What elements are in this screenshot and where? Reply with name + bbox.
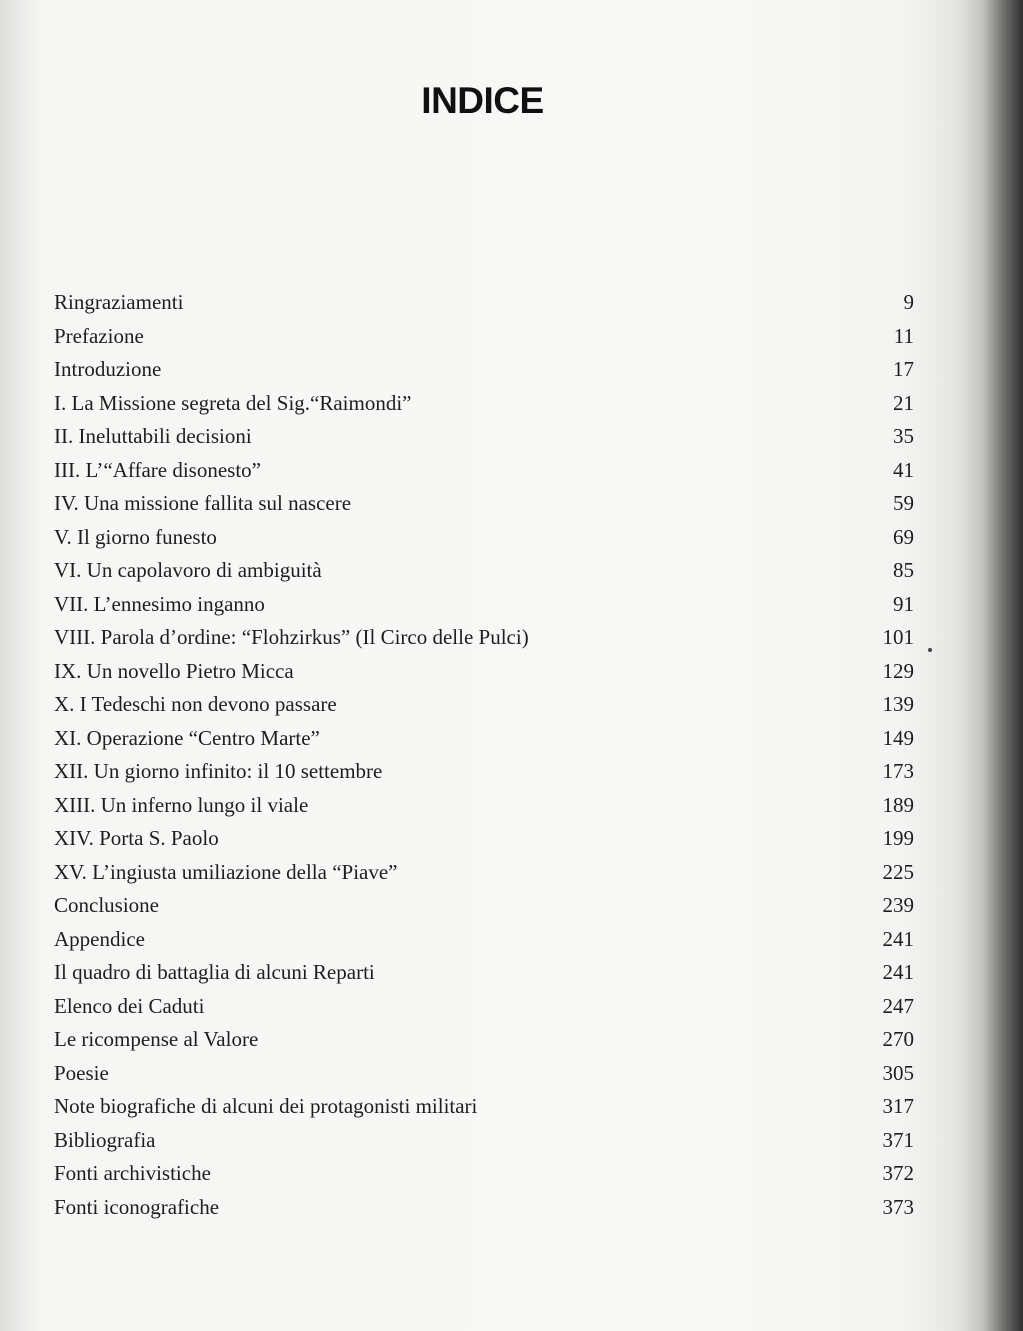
toc-entry bbox=[54, 621, 914, 655]
toc-entry bbox=[54, 1157, 914, 1191]
toc-entry-page-number: 35 bbox=[893, 424, 914, 448]
toc-entry bbox=[54, 688, 914, 722]
toc-entry-page-number: 139 bbox=[882, 692, 914, 716]
toc-entry bbox=[54, 320, 914, 354]
toc-entry bbox=[54, 353, 914, 387]
toc-entry-page-number: 239 bbox=[882, 893, 914, 917]
toc-entry-title: Note biografiche di alcuni dei protagonisti militari bbox=[54, 1094, 478, 1118]
toc-entry-title: II. Ineluttabili decisioni bbox=[54, 424, 252, 448]
toc-entry-title: XV. L’ingiusta umiliazione della “Piave” bbox=[54, 859, 398, 884]
toc-entry-page-number: 85 bbox=[893, 558, 914, 582]
toc-entry-page-number: 21 bbox=[893, 390, 914, 415]
toc-entry-page-number: 241 bbox=[882, 926, 914, 951]
toc-entry bbox=[54, 822, 914, 856]
toc-entry-title: Fonti archivistiche bbox=[54, 1161, 211, 1185]
toc-entry bbox=[54, 286, 914, 320]
toc-entry-title: III. L’“Affare disonesto” bbox=[54, 457, 262, 482]
toc-entry-title: XI. Operazione “Centro Marte” bbox=[54, 725, 320, 750]
toc-entry-page-number: 305 bbox=[882, 1060, 914, 1085]
toc-entry-title: IV. Una missione fallita sul nascere bbox=[54, 491, 352, 515]
table-of-contents bbox=[54, 286, 914, 1224]
toc-entry-title: Le ricompense al Valore bbox=[54, 1027, 259, 1051]
toc-entry-title: Prefazione bbox=[54, 323, 144, 348]
toc-entry bbox=[54, 454, 914, 488]
toc-entry-title: Fonti iconografiche bbox=[54, 1194, 220, 1219]
toc-entry bbox=[54, 487, 914, 521]
toc-entry-page-number: 199 bbox=[882, 826, 914, 850]
toc-entry-title: Elenco dei Caduti bbox=[54, 993, 205, 1018]
toc-entry bbox=[54, 554, 914, 588]
toc-entry-page-number: 149 bbox=[882, 725, 914, 750]
toc-entry-title: Introduzione bbox=[54, 357, 162, 381]
toc-entry bbox=[54, 1191, 914, 1225]
toc-entry bbox=[54, 856, 914, 890]
toc-entry-title: Ringraziamenti bbox=[54, 290, 184, 314]
toc-entry bbox=[54, 956, 914, 990]
toc-entry-title: VIII. Parola d’ordine: “Flohzirkus” (Il Circo delle Pulci) bbox=[54, 625, 529, 649]
toc-entry bbox=[54, 521, 914, 555]
toc-entry bbox=[54, 1023, 914, 1057]
toc-entry bbox=[54, 722, 914, 756]
toc-entry-title: Conclusione bbox=[54, 893, 159, 917]
toc-entry bbox=[54, 755, 914, 789]
toc-entry-page-number: 173 bbox=[882, 759, 914, 783]
toc-entry-page-number: 372 bbox=[882, 1161, 914, 1185]
toc-entry-title: XIV. Porta S. Paolo bbox=[54, 826, 219, 850]
toc-entry bbox=[54, 420, 914, 454]
toc-entry bbox=[54, 990, 914, 1024]
toc-entry-title: VI. Un capolavoro di ambiguità bbox=[54, 558, 322, 582]
toc-entry bbox=[54, 588, 914, 622]
toc-entry bbox=[54, 1124, 914, 1158]
toc-entry-title: Poesie bbox=[54, 1060, 109, 1085]
toc-entry-page-number: 101 bbox=[882, 625, 914, 649]
toc-entry-page-number: 69 bbox=[893, 524, 914, 549]
toc-entry-page-number: 9 bbox=[903, 290, 914, 314]
toc-entry-title: XIII. Un inferno lungo il viale bbox=[54, 792, 309, 817]
spine-shadow bbox=[963, 0, 1023, 1331]
toc-entry-title: Bibliografia bbox=[54, 1127, 156, 1152]
toc-entry-page-number: 371 bbox=[882, 1127, 914, 1152]
toc-entry-page-number: 129 bbox=[882, 658, 914, 683]
toc-entry bbox=[54, 1057, 914, 1091]
toc-entry-page-number: 225 bbox=[882, 859, 914, 884]
toc-entry-page-number: 59 bbox=[893, 491, 914, 515]
toc-entry-page-number: 373 bbox=[882, 1194, 914, 1219]
toc-entry-title: IX. Un novello Pietro Micca bbox=[54, 658, 294, 683]
toc-entry-title: Appendice bbox=[54, 926, 145, 951]
toc-entry-title: XII. Un giorno infinito: il 10 settembre bbox=[54, 759, 383, 783]
toc-entry bbox=[54, 387, 914, 421]
toc-entry bbox=[54, 1090, 914, 1124]
toc-entry-page-number: 91 bbox=[893, 591, 914, 616]
toc-entry-page-number: 11 bbox=[893, 323, 914, 348]
toc-entry bbox=[54, 923, 914, 957]
toc-entry-page-number: 270 bbox=[882, 1027, 914, 1051]
toc-entry-title: V. Il giorno funesto bbox=[54, 524, 217, 549]
toc-entry-page-number: 317 bbox=[882, 1094, 914, 1118]
toc-entry-title: I. La Missione segreta del Sig.“Raimondi” bbox=[54, 390, 412, 415]
toc-entry-title: X. I Tedeschi non devono passare bbox=[54, 692, 337, 716]
toc-entry-page-number: 241 bbox=[882, 960, 914, 984]
toc-entry-page-number: 189 bbox=[882, 792, 914, 817]
toc-entry bbox=[54, 655, 914, 689]
toc-entry-page-number: 17 bbox=[893, 357, 914, 381]
toc-entry bbox=[54, 789, 914, 823]
scan-speck bbox=[928, 648, 932, 652]
toc-entry-page-number: 247 bbox=[882, 993, 914, 1018]
toc-entry-page-number: 41 bbox=[893, 457, 914, 482]
page-title: INDICE bbox=[421, 80, 544, 121]
toc-entry bbox=[54, 889, 914, 923]
toc-entry-title: VII. L’ennesimo inganno bbox=[54, 591, 265, 616]
toc-entry-title: Il quadro di battaglia di alcuni Reparti bbox=[54, 960, 375, 984]
